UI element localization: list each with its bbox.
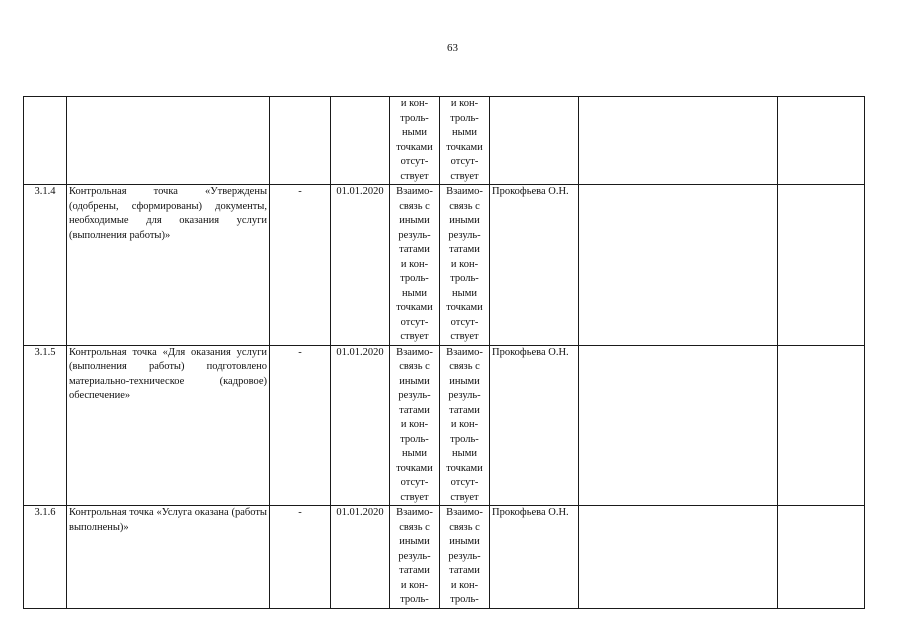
cell-link-2 [440,97,490,185]
cell-empty-2 [778,97,865,185]
link-line: ствует [400,331,429,342]
link-line: отсут- [400,316,429,328]
link-line: связь с [449,200,480,212]
link-line: иными [449,536,480,547]
cell-link-1 [390,506,440,609]
cell-link-1 [390,97,440,185]
link-line: троль- [450,594,479,605]
link-line: иными [449,375,480,387]
link-line: точками [446,141,483,153]
cell-link-1 [390,185,440,346]
cell-date: 01.01.2020 [331,506,390,609]
link-line: отсут- [450,156,479,167]
link-line: ствует [400,170,429,182]
cell-date: 01.01.2020 [331,345,390,506]
link-line: троль- [400,112,429,124]
link-line: Взаимо- [446,346,483,358]
link-line: иными [399,536,430,547]
link-line: татами [449,565,480,576]
page-number: 63 [447,42,458,54]
link-line: татами [449,404,480,416]
cell-link-1 [390,345,440,506]
link-line: резуль- [448,229,481,241]
link-line: точками [446,302,483,313]
link-line: и кон- [450,98,479,109]
cell-dash: - [270,185,331,346]
link-line: точками [396,302,433,313]
cell-responsible: Прокофьева О.Н. [490,345,579,506]
cell-link-2 [440,185,490,346]
link-line: Взаимо- [396,346,433,358]
cell-name [67,97,270,185]
link-line: точками [396,141,433,153]
cell-empty-2 [778,185,865,346]
link-line: иными [399,215,430,226]
link-line: ными [402,127,427,138]
link-line: резуль- [398,390,431,401]
link-line: связь с [399,521,430,533]
cell-responsible [490,97,579,185]
table-row-continuation [24,97,865,185]
link-line: и кон- [450,579,479,591]
cell-name: Контрольная точка «Для оказания услуги (выполнения работы) подготовлено материально-техническое (кадровое) обеспечение» [67,345,270,506]
link-line: и кон- [450,419,479,430]
cell-date [331,97,390,185]
link-line: резуль- [448,390,481,401]
link-line: иными [449,215,480,226]
link-line: троль- [400,273,429,284]
link-line: троль- [400,594,429,605]
link-line: татами [449,244,480,255]
link-line: ными [452,448,477,459]
link-line: связь с [399,361,430,372]
cell-number: 3.1.6 [24,506,67,609]
link-line: иными [399,375,430,387]
cell-dash [270,97,331,185]
link-line: татами [399,565,430,576]
control-points-table [23,96,865,609]
cell-date: 01.01.2020 [331,185,390,346]
cell-name: Контрольная точка «Услуга оказана (работы выполнены)» [67,506,270,609]
link-line: троль- [450,112,479,124]
link-line: ными [402,287,427,299]
table-row [24,345,865,506]
link-line: ствует [450,491,479,503]
link-line: ными [402,448,427,459]
link-line: и кон- [400,419,429,430]
link-line: ствует [400,491,429,503]
link-line: точками [446,462,483,474]
link-line: отсут- [400,156,429,167]
link-line: троль- [400,433,429,445]
link-line: отсут- [450,316,479,328]
link-line: татами [399,404,430,416]
link-line: резуль- [448,550,481,562]
cell-number: 3.1.4 [24,185,67,346]
link-line: троль- [450,433,479,445]
link-line: резуль- [398,229,431,241]
link-line: связь с [449,521,480,533]
cell-responsible: Прокофьева О.Н. [490,185,579,346]
cell-responsible: Прокофьева О.Н. [490,506,579,609]
cell-number [24,97,67,185]
link-line: ными [452,127,477,138]
table-row [24,506,865,609]
link-line: и кон- [450,258,479,270]
link-line: отсут- [450,477,479,488]
link-line: отсут- [400,477,429,488]
cell-empty-1 [579,185,778,346]
cell-dash: - [270,506,331,609]
cell-name: Контрольная точка «Утверждены (одобрены, сформированы) документы, необходимые для оказания услуги (выполнения работы)» [67,185,270,346]
cell-empty-2 [778,506,865,609]
cell-number: 3.1.5 [24,345,67,506]
cell-dash: - [270,345,331,506]
link-line: Взаимо- [396,186,433,197]
link-line: Взаимо- [446,507,483,518]
cell-empty-1 [579,97,778,185]
link-line: ными [452,287,477,299]
link-line: точками [396,462,433,474]
link-line: связь с [399,200,430,212]
cell-empty-1 [579,345,778,506]
link-line: Взаимо- [396,507,433,518]
table-row [24,185,865,346]
cell-empty-2 [778,345,865,506]
link-line: троль- [450,273,479,284]
cell-link-2 [440,345,490,506]
cell-empty-1 [579,506,778,609]
cell-link-2 [440,506,490,609]
link-line: ствует [450,170,479,182]
link-line: татами [399,244,430,255]
link-line: и кон- [400,98,429,109]
link-line: Взаимо- [446,186,483,197]
link-line: и кон- [400,258,429,270]
link-line: и кон- [400,579,429,591]
link-line: ствует [450,331,479,342]
link-line: связь с [449,361,480,372]
link-line: резуль- [398,550,431,562]
